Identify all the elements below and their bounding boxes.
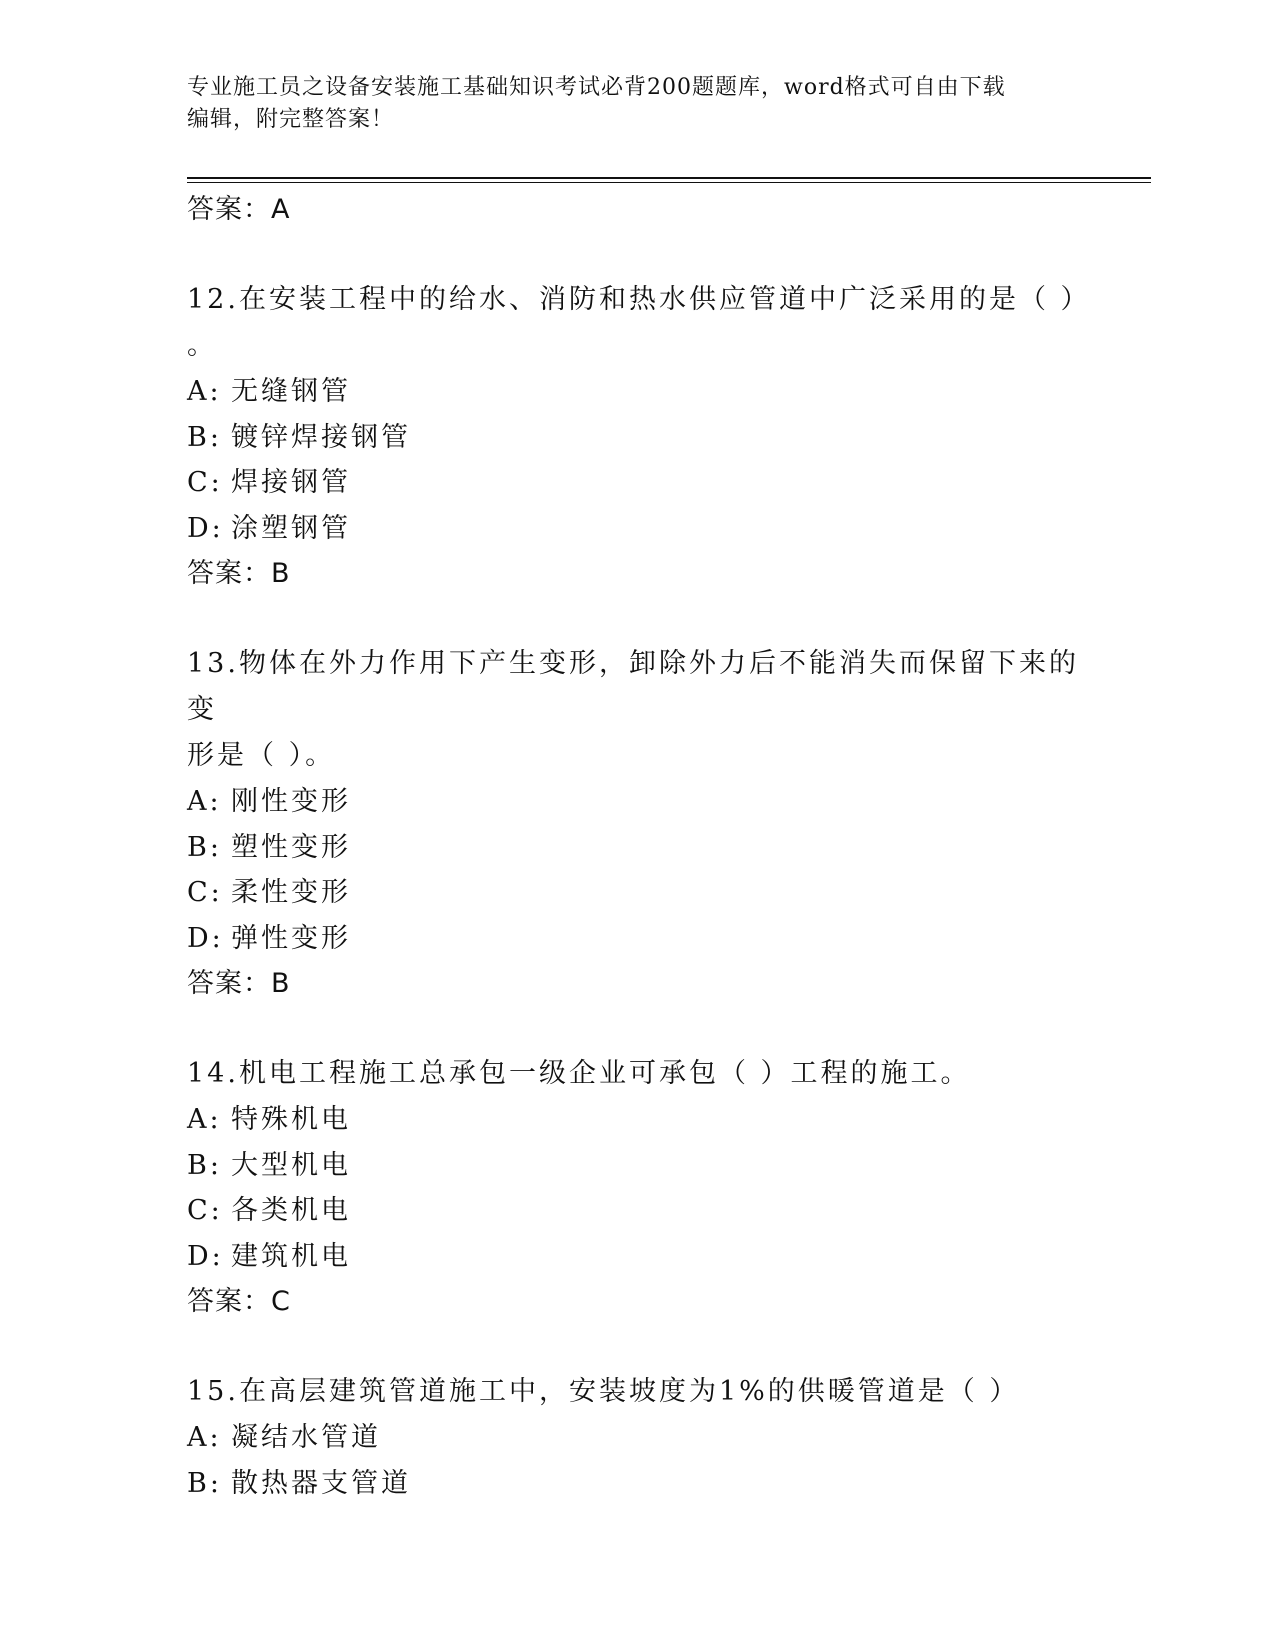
option-letter: B: (187, 1149, 222, 1181)
option-b (187, 415, 1087, 461)
option-a (187, 779, 1087, 825)
question-13 (187, 641, 1087, 1007)
option-text: 柔性变形 (231, 877, 351, 908)
option-letter: B: (187, 831, 222, 863)
header-line-2: 编辑，附完整答案！ (187, 107, 395, 132)
option-text: 无缝钢管 (231, 376, 351, 407)
option-letter: D: (187, 512, 224, 544)
header-line-1: 专业施工员之设备安装施工基础知识考试必背200题题库，word格式可自由下载 (187, 75, 1006, 100)
option-letter: C: (187, 877, 223, 908)
option-letter: B: (187, 1467, 222, 1499)
option-text: 凝结水管道 (231, 1422, 381, 1453)
option-d (187, 1234, 1087, 1280)
option-text: 特殊机电 (231, 1104, 351, 1135)
option-d (187, 916, 1087, 962)
question-list (187, 187, 1091, 1506)
option-c (187, 1188, 1087, 1234)
option-text: 各类机电 (231, 1195, 351, 1226)
option-letter: C: (187, 467, 223, 498)
question-stem-continued: 。 (187, 330, 217, 361)
option-d (187, 506, 1087, 552)
option-text: 塑性变形 (231, 831, 351, 863)
option-letter: A: (187, 1422, 222, 1453)
option-letter: A: (187, 786, 222, 817)
option-a (187, 1415, 1087, 1461)
header-rule-bottom (187, 182, 1151, 183)
answer-label: 答案：C (187, 1286, 291, 1317)
option-letter: D: (187, 1240, 224, 1272)
question-stem: 15.在高层建筑管道施工中，安装坡度为1%的供暖管道是（ ） (187, 1376, 1020, 1407)
option-letter: B: (187, 421, 222, 453)
question-14 (187, 1051, 1087, 1325)
option-c (187, 460, 1087, 506)
answer-label: 答案：B (187, 968, 291, 999)
option-text: 焊接钢管 (231, 467, 351, 498)
option-letter: C: (187, 1195, 223, 1226)
option-letter: A: (187, 376, 222, 407)
answer-label: 答案：A (187, 194, 291, 225)
option-letter: A: (187, 1104, 222, 1135)
option-text: 建筑机电 (231, 1240, 351, 1272)
question-stem-continued: 形是（ ）。 (187, 740, 336, 771)
question-stem: 12.在安装工程中的给水、消防和热水供应管道中广泛采用的是（ ） (187, 284, 1091, 315)
option-text: 散热器支管道 (231, 1467, 411, 1499)
answer-label: 答案：B (187, 558, 291, 589)
option-letter: D: (187, 922, 224, 954)
option-b (187, 825, 1087, 871)
option-c (187, 870, 1087, 916)
question-stem: 14.机电工程施工总承包一级企业可承包（ ）工程的施工。 (187, 1058, 971, 1089)
option-a (187, 369, 1087, 415)
option-a (187, 1097, 1087, 1143)
option-text: 镀锌焊接钢管 (231, 421, 411, 453)
header-rule-top (187, 177, 1151, 179)
option-b (187, 1461, 1087, 1507)
option-b (187, 1143, 1087, 1189)
option-text: 大型机电 (231, 1149, 351, 1181)
question-15 (187, 1369, 1087, 1506)
option-text: 弹性变形 (231, 922, 351, 954)
document-header (187, 72, 1067, 136)
option-text: 刚性变形 (231, 786, 351, 817)
question-stem: 13.物体在外力作用下产生变形，卸除外力后不能消失而保留下来的变 (187, 648, 1079, 725)
question-12 (187, 277, 1091, 597)
option-text: 涂塑钢管 (231, 512, 351, 544)
